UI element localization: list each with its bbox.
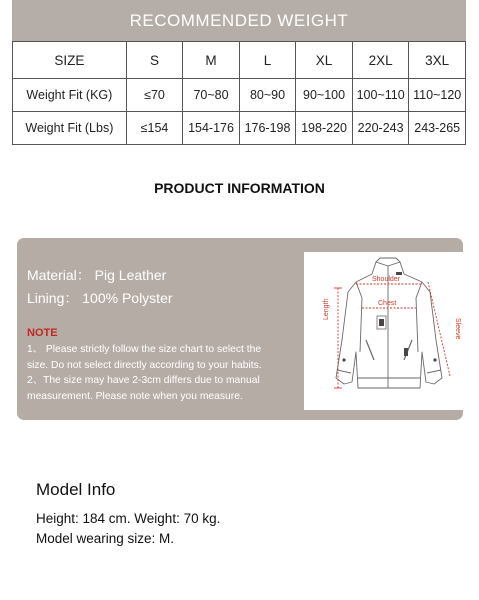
- length-label: Length: [323, 298, 330, 320]
- product-info-title: PRODUCT INFORMATION: [154, 180, 325, 196]
- table-cell: 100~110: [352, 79, 409, 112]
- table-cell: 154-176: [183, 112, 240, 145]
- note-line: size. Do not select directly according to your habits.: [27, 359, 262, 371]
- table-cell: 70~80: [183, 79, 240, 112]
- note-title: NOTE: [27, 327, 58, 339]
- model-info-title: Model Info: [36, 480, 116, 499]
- jacket-icon: [304, 252, 478, 410]
- table-cell: M: [183, 42, 240, 79]
- table-cell: Weight Fit (KG): [13, 79, 127, 112]
- note-line: measurement. Please note when you measure.: [27, 390, 243, 402]
- model-measurements: Height: 184 cm. Weight: 70 kg.: [36, 511, 221, 526]
- material-text: Material： Pig Leather: [27, 267, 167, 283]
- size-table: [12, 41, 466, 145]
- table-header-row: [13, 42, 466, 79]
- chest-label: Chest: [378, 300, 397, 307]
- shoulder-label: Shoulder: [372, 276, 401, 283]
- sleeve-label: Sleeve: [454, 318, 461, 340]
- table-cell: 220-243: [352, 112, 409, 145]
- table-cell: ≤70: [126, 79, 183, 112]
- table-cell: ≤154: [126, 112, 183, 145]
- table-cell: 110~120: [409, 79, 466, 112]
- table-cell: Weight Fit (Lbs): [13, 112, 127, 145]
- table-cell: 198-220: [296, 112, 353, 145]
- table-cell: L: [239, 42, 296, 79]
- table-cell: 3XL: [409, 42, 466, 79]
- table-cell: 80~90: [239, 79, 296, 112]
- recommended-weight-header: [12, 0, 466, 41]
- note-line: 1、 Please strictly follow the size chart to select the: [27, 344, 262, 355]
- table-cell: S: [126, 42, 183, 79]
- jacket-measurement-diagram: [304, 252, 478, 410]
- lining-text: Lining： 100% Polyster: [27, 290, 173, 306]
- note-line: 2、The size may have 2-3cm differs due to manual: [27, 375, 260, 386]
- recommended-weight-title: RECOMMENDED WEIGHT: [129, 10, 349, 30]
- table-cell: 176-198: [239, 112, 296, 145]
- product-info-panel: [17, 238, 463, 420]
- table-cell: 90~100: [296, 79, 353, 112]
- table-cell: SIZE: [13, 42, 127, 79]
- table-cell: 243-265: [409, 112, 466, 145]
- table-cell: 2XL: [352, 42, 409, 79]
- model-wearing-size: Model wearing size: M.: [36, 531, 175, 546]
- table-cell: XL: [296, 42, 353, 79]
- table-row: [13, 112, 466, 145]
- note-text: [27, 342, 289, 404]
- table-row: [13, 79, 466, 112]
